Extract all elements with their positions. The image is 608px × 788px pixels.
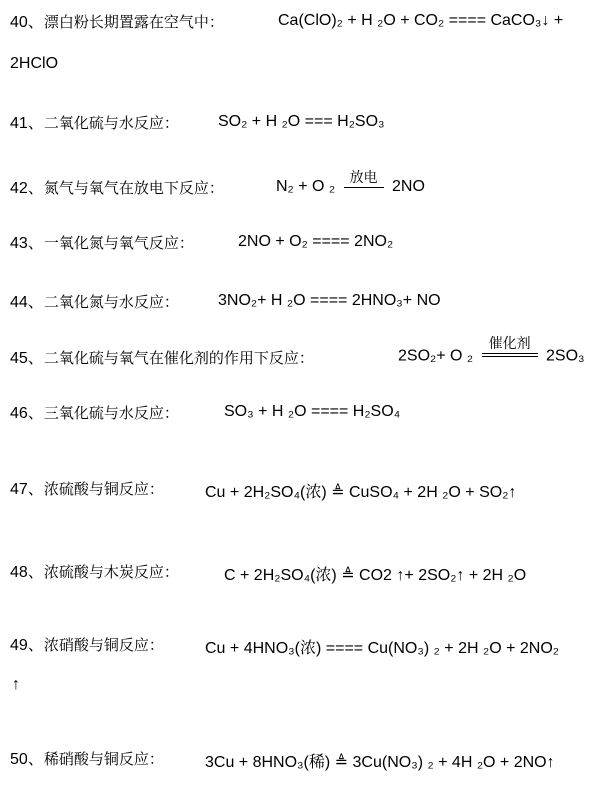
equation-row-50 <box>10 749 164 770</box>
equation-products: 2NO <box>392 178 425 196</box>
item-number: 46、 <box>10 405 44 422</box>
reaction-label: 二氧化硫与氧气在催化剂的作用下反应： <box>43 349 314 367</box>
equation-row-47 <box>10 479 164 500</box>
item-number: 47、 <box>10 481 44 498</box>
reaction-label: 三氧化硫与水反应： <box>43 404 179 422</box>
condition-line-top <box>482 353 538 354</box>
reaction-condition <box>482 336 538 357</box>
equation-continuation: 2HClO <box>10 55 59 72</box>
equation-row-42 <box>10 178 224 199</box>
equation: Cu + 2H₂SO₄(浓) ≜ CuSO₄ + 2H ₂O + SO₂↑ <box>205 484 517 501</box>
condition-text: 催化剂 <box>488 336 531 352</box>
item-number: 45、 <box>10 350 44 367</box>
item-number: 49、 <box>10 637 44 654</box>
item-number: 41、 <box>10 115 44 132</box>
equation-continuation: ↑ <box>12 676 20 693</box>
reaction-label: 二氧化氮与水反应： <box>43 293 179 311</box>
reaction-condition <box>344 170 384 188</box>
reaction-label: 浓硫酸与木炭反应： <box>43 563 179 581</box>
equation-products: 2SO₃ <box>546 347 585 365</box>
equation-row-48 <box>10 562 179 583</box>
reaction-label: 浓硝酸与铜反应： <box>43 636 164 654</box>
equation: Cu + 4HNO₃(浓) ==== Cu(NO₃) ₂ + 2H ₂O + 2NO₂ <box>205 640 559 657</box>
condition-text: 放电 <box>349 170 378 186</box>
equation <box>276 170 425 196</box>
equation: 2NO + O₂ ==== 2NO₂ <box>238 233 394 250</box>
equation-row-43 <box>10 233 194 254</box>
equation-row-49 <box>10 635 164 656</box>
equation: Ca(ClO)₂ + H ₂O + CO₂ ==== CaCO₃↓ + <box>278 12 564 29</box>
item-number: 43、 <box>10 235 44 252</box>
equation: 3Cu + 8HNO₃(稀) ≜ 3Cu(NO₃) ₂ + 4H ₂O + 2NO↑ <box>205 754 555 771</box>
equation: SO₃ + H ₂O ==== H₂SO₄ <box>224 403 401 420</box>
reaction-label: 一氧化氮与氧气反应： <box>43 234 194 252</box>
equation-row-40 <box>10 12 224 33</box>
equation <box>398 336 585 366</box>
equation: C + 2H₂SO₄(浓) ≜ CO2 ↑+ 2SO₂↑ + 2H ₂O <box>224 567 527 584</box>
equation-row-44 <box>10 292 179 313</box>
equation-row-41 <box>10 113 179 134</box>
condition-arrow-line <box>344 187 384 188</box>
item-number: 42、 <box>10 180 44 197</box>
item-number: 40、 <box>10 14 44 31</box>
reaction-label: 浓硫酸与铜反应： <box>43 480 164 498</box>
condition-line-bottom <box>482 356 538 357</box>
reaction-label: 二氧化硫与水反应： <box>43 114 179 132</box>
equation: 3NO₂+ H ₂O ==== 2HNO₃+ NO <box>218 292 441 309</box>
reaction-label: 稀硝酸与铜反应： <box>43 750 164 768</box>
item-number: 50、 <box>10 751 44 768</box>
equation-row-46 <box>10 403 179 424</box>
equation-reactants: 2SO₂+ O ₂ <box>398 347 474 365</box>
equation-reactants: N₂ + O ₂ <box>276 178 336 196</box>
reaction-label: 氮气与氧气在放电下反应： <box>43 179 224 197</box>
item-number: 48、 <box>10 564 44 581</box>
equation-row-45 <box>10 348 314 369</box>
reaction-label: 漂白粉长期置露在空气中： <box>43 13 224 31</box>
item-number: 44、 <box>10 294 44 311</box>
equation: SO₂ + H ₂O === H₂SO₃ <box>218 113 385 130</box>
